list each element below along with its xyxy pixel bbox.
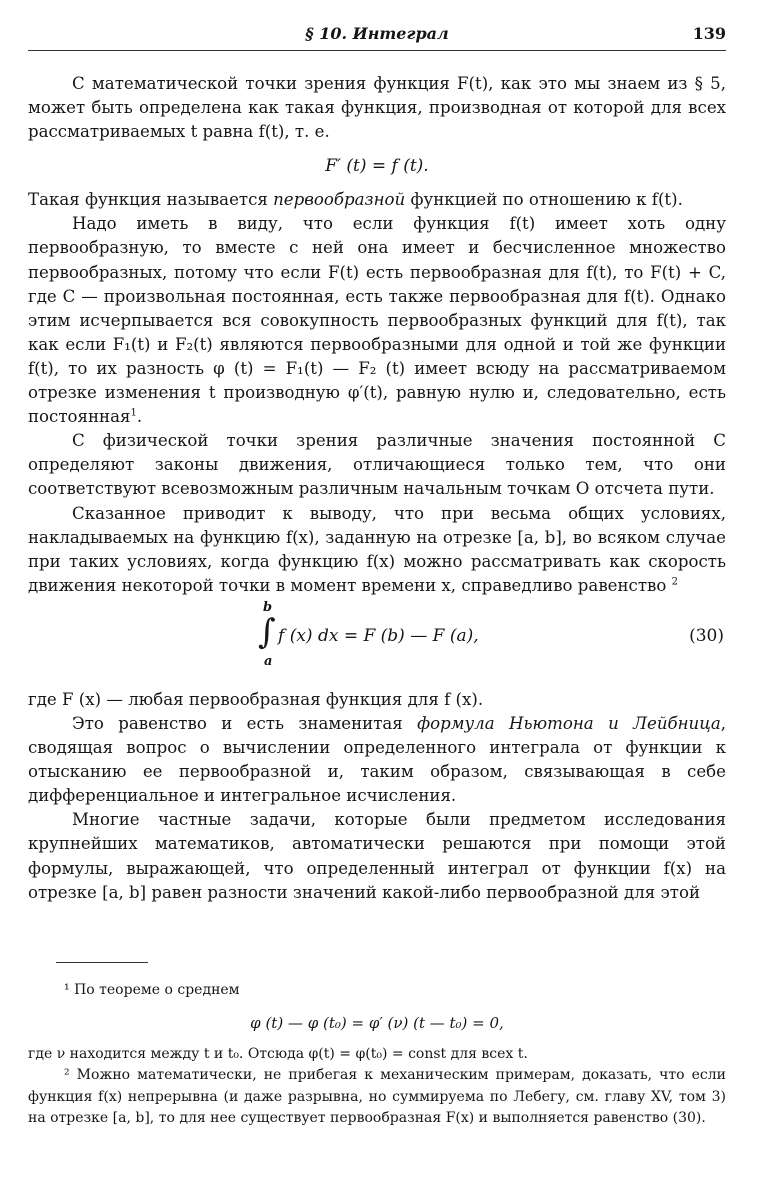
paragraph-3-end: . bbox=[136, 407, 143, 427]
footnote-2: ² Можно математически, не прибегая к механическим примерам, доказать, что если функция f(x) непрерывна (и даже разрывна, но суммируема по Лебегу, см. главу XV, том 3) на отрезке [a, b], то для нее существует первообразная F(x) и выполняется равенство (30). bbox=[28, 1067, 726, 1127]
running-header bbox=[28, 18, 726, 48]
integral-upper-limit: b bbox=[263, 599, 273, 615]
footnote-1-tail: где ν находится между t и t₀. Отсюда φ(t) = φ(t₀) = const для всех t. bbox=[28, 1045, 528, 1062]
paragraph-2-text-a: Такая функция называется bbox=[28, 190, 274, 210]
integral-lower-limit: a bbox=[264, 653, 273, 669]
paragraph-2-text-b: функцией по отношению к f(t). bbox=[405, 190, 683, 210]
footnote-1-intro: ¹ По теореме о среднем bbox=[64, 982, 240, 998]
paragraph-7-text-a: Это равенство и есть знаменитая bbox=[72, 713, 418, 733]
footnote-ref-2[interactable]: 2 bbox=[671, 576, 678, 588]
header-rule bbox=[28, 50, 726, 51]
formula-newton-leibniz bbox=[28, 598, 726, 688]
paragraph-8: Многие частные задачи, которые были предметом исследования крупнейших математиков, автоматически решаются при помощи этой формулы, выражающей, что определенный интеграл от функции f(x) на отрезке [a, b] равен разности значений какой-либо первообразной для этой bbox=[28, 810, 726, 902]
footnote-1-formula: φ (t) — φ (t₀) = φ′ (ν) (t — t₀) = 0, bbox=[250, 1013, 504, 1032]
formula-derivative: F′ (t) = f (t). bbox=[325, 156, 429, 177]
page-number: 139 bbox=[692, 24, 726, 43]
paragraph-7 bbox=[28, 712, 726, 808]
term-newton-leibniz: формула Ньютона и Лейбница bbox=[417, 713, 721, 733]
footnotes bbox=[28, 980, 726, 1130]
integral-sign: ∫ bbox=[258, 611, 276, 652]
paragraph-3 bbox=[28, 212, 726, 429]
paragraph-5-text: Сказанное приводит к выводу, что при весьма общих условиях, накладываемых на функцию f(x), заданную на отрезке [a, b], во всяком случае при таких условиях, когда функцию f(x) можно рассматривать как скорость движения некоторой точки в момент времени x, справедливо равенство bbox=[28, 503, 726, 595]
paragraph-2 bbox=[28, 188, 726, 212]
paragraph-4: С физической точки зрения различные значения постоянной C определяют законы движения, отличающиеся только тем, что они соответствуют всевозможным различным начальным точкам O отсчета пути. bbox=[28, 431, 726, 499]
footnote-ref-1[interactable]: 1 bbox=[130, 407, 137, 419]
paragraph-6: где F (x) — любая первообразная функция для f (x). bbox=[28, 689, 484, 709]
footnote-rule bbox=[56, 962, 148, 963]
main-text bbox=[28, 72, 726, 905]
equation-number: (30) bbox=[689, 625, 724, 646]
integral-expression: f (x) dx = F (b) — F (a), bbox=[278, 625, 479, 646]
paragraph-5 bbox=[28, 502, 726, 598]
paragraph-3-text: Надо иметь в виду, что если функция f(t) имеет хоть одну первообразную, то вместе с ней она имеет и бесчисленное множество первообразных, потому что если F(t) есть первообразная для f(t), то F(t) + C, где C — произвольная постоянная, есть также первообразная для f(t). Однако этим исчерпывается вся совокупность первообразных функций для f(t), так как если F₁(t) и F₂(t) являются первообразными для одной и той же функции f(t), то их разность φ (t) = F₁(t) — F₂ (t) имеет всюду на рассматриваемом отрезке изменения t производную φ′(t), равную нулю и, следовательно, есть постоянная bbox=[28, 214, 726, 427]
paragraph-1: С математической точки зрения функция F(t), как это мы знаем из § 5, может быть определена как такая функция, производная от которой для всех рассматриваемых t равна f(t), т. е. bbox=[28, 74, 726, 142]
term-primitive: первообразной bbox=[273, 190, 406, 210]
paragraph-7-text-b: , сводящая вопрос о вычислении определенного интеграла от функции к отысканию ее первообразной и, таким образом, связывающая в себе дифференциальное и интегральное исчисления. bbox=[28, 713, 726, 806]
running-title: § 10. Интеграл bbox=[305, 24, 449, 43]
